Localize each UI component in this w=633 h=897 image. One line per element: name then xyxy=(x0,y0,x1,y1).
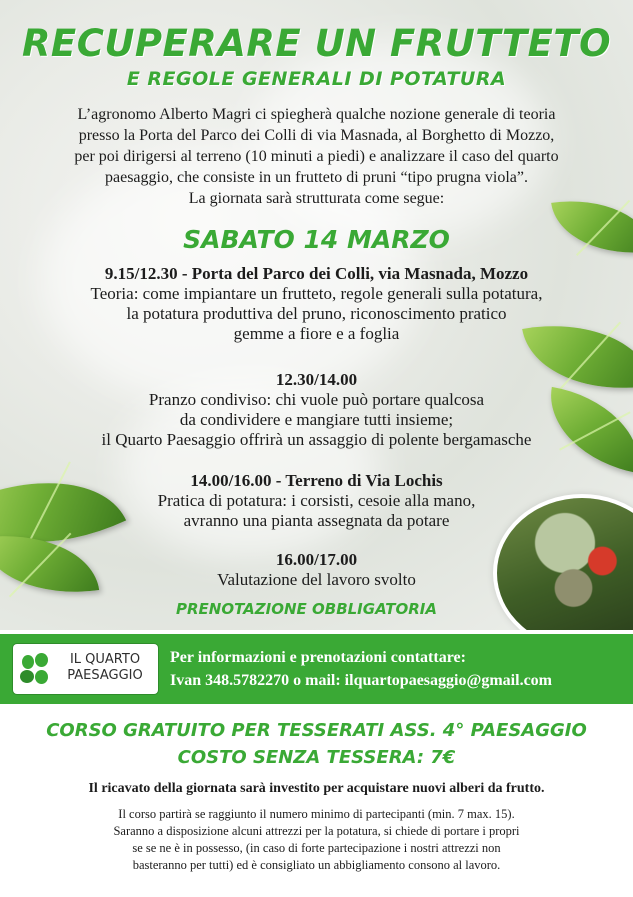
schedule-heading: 14.00/16.00 - Terreno di Via Lochis xyxy=(190,471,443,490)
intro-line: presso la Porta del Parco dei Colli di via Masnada, al Borghetto di Mozzo, xyxy=(78,127,555,144)
schedule-line: Valutazione del lavoro svolto xyxy=(217,570,416,589)
schedule-line: la potatura produttiva del pruno, riconoscimento pratico xyxy=(126,304,507,323)
note-line: se se ne è in possesso, (in caso di forte partecipazione i nostri attrezzi non xyxy=(132,841,501,855)
note-line: Il corso partirà se raggiunto il numero minimo di partecipanti (min. 7 max. 15). xyxy=(118,807,515,821)
intro-line: La giornata sarà strutturata come segue: xyxy=(188,190,445,207)
schedule-line: Pratica di potatura: i corsisti, cesoie alla mano, xyxy=(157,491,476,510)
proceeds-note: Il ricavato della giornata sarà investito per acquistare nuovi alberi da frutto. xyxy=(88,781,545,796)
contact-details: Ivan 348.5782270 o mail: ilquartopaesaggio@gmail.com xyxy=(170,672,552,689)
booking-required-note: PRENOTAZIONE OBBLIGATORIA xyxy=(176,600,437,618)
leaves-icon xyxy=(20,653,50,685)
schedule-line: il Quarto Paesaggio offrirà un assaggio di polente bergamasche xyxy=(101,430,532,449)
price-without-card: COSTO SENZA TESSERA: 7€ xyxy=(177,747,456,768)
schedule-line: Pranzo condiviso: chi vuole può portare qualcosa xyxy=(148,390,485,409)
schedule-line: da condividere e mangiare tutti insieme; xyxy=(179,410,454,429)
free-course-note: CORSO GRATUITO PER TESSERATI ASS. 4° PAESAGGIO xyxy=(46,720,587,741)
poster-title: RECUPERARE UN FRUTTETO xyxy=(21,22,612,65)
footer-notes xyxy=(20,806,613,874)
schedule-block-evaluation xyxy=(10,550,623,590)
intro-line: paesaggio, che consiste in un frutteto di pruni “tipo prugna viola”. xyxy=(105,169,528,186)
schedule-block-morning xyxy=(10,264,623,344)
schedule-line: avranno una pianta assegnata da potare xyxy=(183,511,450,530)
schedule-heading: 16.00/17.00 xyxy=(275,550,358,569)
intro-text xyxy=(20,104,613,209)
schedule-heading: 9.15/12.30 - Porta del Parco dei Colli, via Masnada, Mozzo xyxy=(104,264,529,283)
schedule-line: gemme a fiore e a foglia xyxy=(233,324,400,343)
contact-heading: Per informazioni e prenotazioni contattare: xyxy=(170,649,466,666)
intro-line: L’agronomo Alberto Magri ci spiegherà qualche nozione generale di teoria xyxy=(77,106,556,123)
logo-line: PAESAGGIO xyxy=(67,668,143,683)
schedule-heading: 12.30/14.00 xyxy=(275,370,358,389)
schedule-line: Teoria: come impiantare un frutteto, regole generali sulla potatura, xyxy=(90,284,543,303)
logo-line: IL QUARTO xyxy=(69,652,141,667)
note-line: Saranno a disposizione alcuni attrezzi per la potatura, si chiede di portare i propri xyxy=(113,824,520,838)
note-line: basteranno per tutti) ed è consigliato un abbigliamento consono al lavoro. xyxy=(132,858,501,872)
association-logo xyxy=(13,644,158,694)
contact-band xyxy=(0,634,633,704)
poster-subtitle: E REGOLE GENERALI DI POTATURA xyxy=(126,68,507,90)
intro-line: per poi dirigersi al terreno (10 minuti a piedi) e analizzare il caso del quarto xyxy=(74,148,559,165)
event-date: SABATO 14 MARZO xyxy=(183,225,450,254)
contact-info xyxy=(170,646,630,692)
schedule-block-practice xyxy=(10,471,623,531)
logo-text xyxy=(55,652,155,684)
schedule-block-lunch xyxy=(10,370,623,450)
